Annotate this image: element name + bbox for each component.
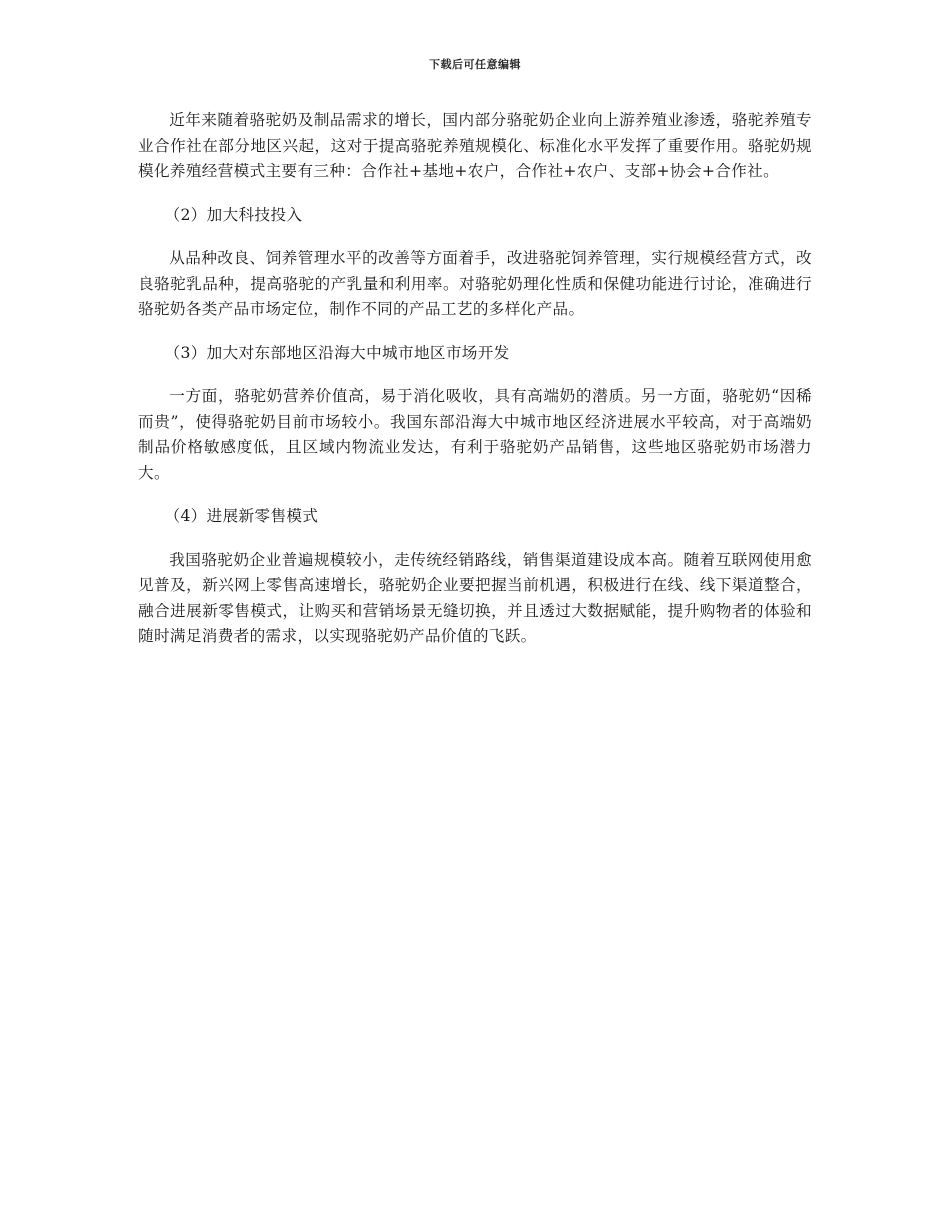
paragraph-tech-investment: 从品种改良、饲养管理水平的改善等方面着手，改进骆驼饲养管理，实行规模经营方式，改良骆驼乳品种，提高骆驼的产乳量和利用率。对骆驼奶理化性质和保健功能进行讨论，准确进行骆驼奶各类产品市场定位，制作不同的产品工艺的多样化产品。 bbox=[138, 249, 812, 318]
document-body bbox=[138, 108, 812, 668]
paragraph-new-retail: 我国骆驼奶企业普遍规模较小，走传统经销路线，销售渠道建设成本高。随着互联网使用愈见普及，新兴网上零售高速增长，骆驼奶企业要把握当前机遇，积极进行在线、线下渠道整合，融合进展新零售模式，让购买和营销场景无缝切换，并且透过大数据赋能，提升购物者的体验和随时满足消费者的需求，以实现骆驼奶产品价值的飞跃。 bbox=[138, 550, 812, 645]
page-header: 下载后可任意编辑 bbox=[429, 58, 521, 71]
section-heading-new-retail: （4）进展新零售模式 bbox=[164, 507, 319, 525]
section-heading-tech-investment: （2）加大科技投入 bbox=[164, 205, 303, 224]
paragraph-eastern-market: 一方面，骆驼奶营养价值高，易于消化吸收，具有高端奶的潜质。另一方面，骆驼奶“因稀而贵”，使得骆驼奶目前市场较小。我国东部沿海大中城市地区经济进展水平较高，对于高端奶制品价格敏感度低，且区域内物流业发达，有利于骆驼奶产品销售，这些地区骆驼奶市场潜力大。 bbox=[138, 387, 812, 482]
paragraph-cooperative-models: 近年来随着骆驼奶及制品需求的增长，国内部分骆驼奶企业向上游养殖业渗透，骆驼养殖专业合作社在部分地区兴起，这对于提高骆驼养殖规模化、标准化水平发挥了重要作用。骆驼奶规模化养殖经营模式主要有三种：合作社+基地+农户，合作社+农户、支部+协会+合作社。 bbox=[138, 111, 812, 180]
section-heading-eastern-market: （3）加大对东部地区沿海大中城市地区市场开发 bbox=[164, 343, 510, 362]
